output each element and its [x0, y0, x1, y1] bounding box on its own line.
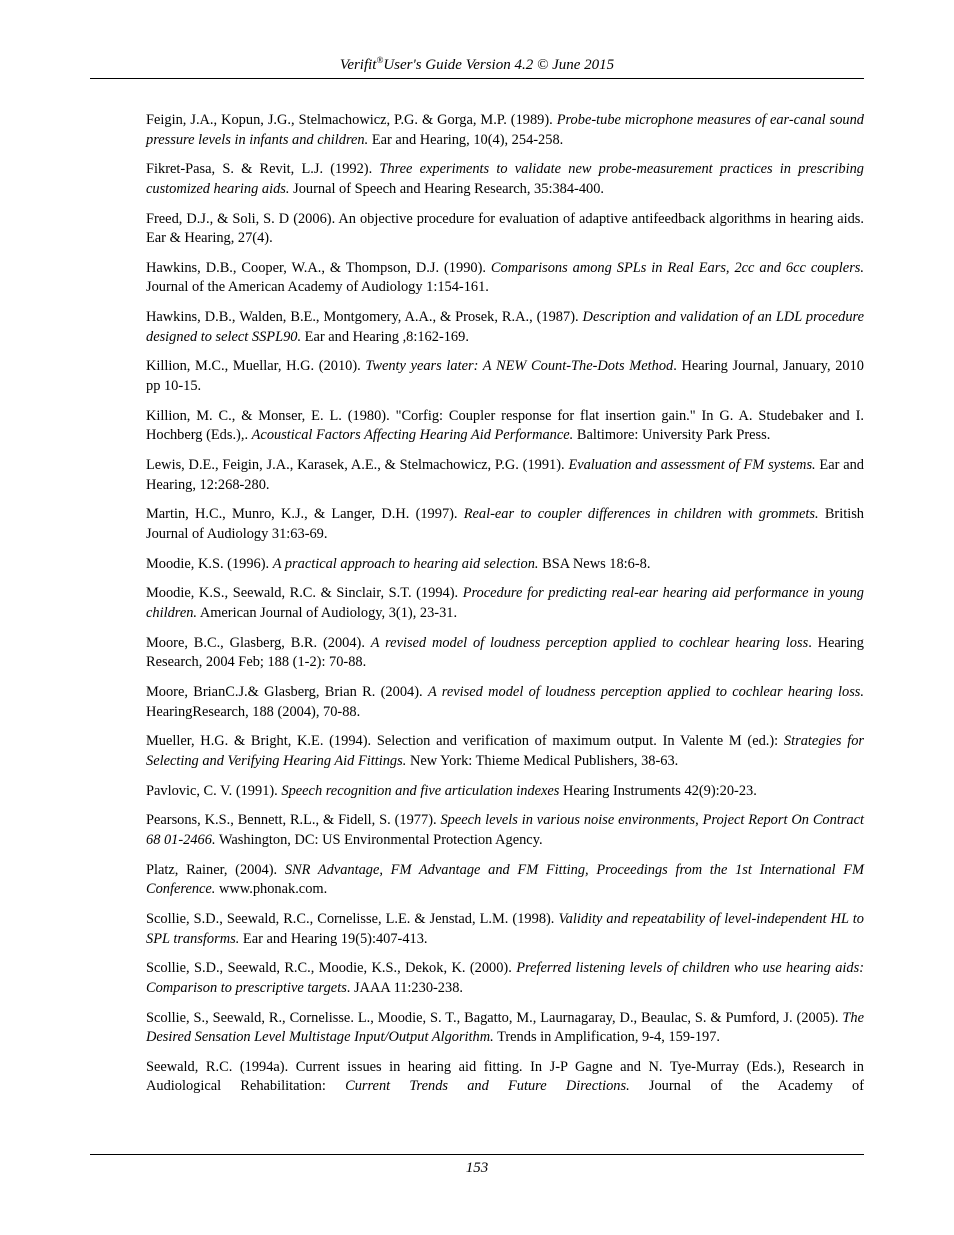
reference-entry: Pavlovic, C. V. (1991). Speech recognition and five articulation indexes Hearing Instruments 42(9):20-23.: [146, 782, 757, 799]
registered-mark: ®: [376, 55, 384, 65]
reference-entry: Seewald, R.C. (1994a). Current issues in hearing aid fitting. In J-P Gagne and N. Tye-Murray (Eds.), Research in Audiological Rehabilitation: Current Trends and Future Directions. Journal of the Academy of: [146, 1058, 864, 1095]
reference-entry: Fikret-Pasa, S. & Revit, L.J. (1992). Three experiments to validate new probe-measurement practices in prescribing customized hearing aids. Journal of Speech and Hearing Research, 35:384-400.: [146, 161, 864, 197]
reference-entry: Martin, H.C., Munro, K.J., & Langer, D.H. (1997). Real-ear to coupler differences in children with grommets. British Journal of Audiology 31:63-69.: [146, 506, 865, 542]
page-header: [90, 54, 864, 76]
reference-entry: Killion, M. C., & Monser, E. L. (1980). "Corfig: Coupler response for flat insertion gain." In G. A. Studebaker and I. Hochberg (Eds.),. Acoustical Factors Affecting Hearing Aid Performance. Baltimore: University Park Press.: [146, 407, 864, 444]
reference-entry: Hawkins, D.B., Cooper, W.A., & Thompson, D.J. (1990). Comparisons among SPLs in Real Ears, 2cc and 6cc couplers. Journal of the American Academy of Audiology 1:154-161.: [146, 259, 864, 296]
reference-entry: Moodie, K.S., Seewald, R.C. & Sinclair, S.T. (1994). Procedure for predicting real-ear hearing aid performance in young children. American Journal of Audiology, 3(1), 23-31.: [146, 585, 864, 621]
reference-entry: Pearsons, K.S., Bennett, R.L., & Fidell, S. (1977). Speech levels in various noise environments, Project Report On Contract 68 01-2466. Washington, DC: US Environmental Protection Agency.: [146, 812, 864, 848]
reference-entry: Moore, B.C., Glasberg, B.R. (2004). A revised model of loudness perception applied to cochlear hearing loss. Hearing Research, 2004 Feb; 188 (1-2): 70-88.: [146, 634, 864, 671]
footer-divider: [90, 1154, 864, 1155]
header-divider: [90, 78, 864, 79]
reference-entry: Hawkins, D.B., Walden, B.E., Montgomery, A.A., & Prosek, R.A., (1987). Description and validation of an LDL procedure designed to select SSPL90. Ear and Hearing ,8:162-169.: [146, 309, 864, 345]
reference-entry: Platz, Rainer, (2004). SNR Advantage, FM Advantage and FM Fitting, Proceedings from the 1st International FM Conference. www.phonak.com.: [146, 861, 864, 898]
reference-entry: Lewis, D.E., Feigin, J.A., Karasek, A.E., & Stelmachowicz, P.G. (1991). Evaluation and assessment of FM systems. Ear and Hearing, 12:268-280.: [146, 457, 864, 493]
reference-entry: Moodie, K.S. (1996). A practical approach to hearing aid selection. BSA News 18:6-8.: [146, 555, 651, 572]
reference-list: [146, 111, 864, 1107]
reference-entry: Feigin, J.A., Kopun, J.G., Stelmachowicz, P.G. & Gorga, M.P. (1989). Probe-tube microphone measures of ear-canal sound pressure levels in infants and children. Ear and Hearing, 10(4), 254-258.: [146, 112, 864, 148]
reference-entry: Mueller, H.G. & Bright, K.E. (1994). Selection and verification of maximum output. In Valente M (ed.): Strategies for Selecting and Verifying Hearing Aid Fittings. New York: Thieme Medical Publishers, 38-63.: [146, 733, 864, 769]
reference-entry: Scollie, S., Seewald, R., Cornelisse. L., Moodie, S. T., Bagatto, M., Laurnagaray, D., Beaulac, S. & Pumford, J. (2005). The Desired Sensation Level Multistage Input/Output Algorithm. Trends in Amplification, 9-4, 159-197.: [146, 1009, 864, 1046]
page-number: 153: [465, 1160, 489, 1176]
reference-entry: Freed, D.J., & Soli, S. D (2006). An objective procedure for evaluation of adaptive antifeedback algorithms in hearing aids. Ear & Hearing, 27(4).: [146, 210, 864, 247]
reference-entry: Moore, BrianC.J.& Glasberg, Brian R. (2004). A revised model of loudness perception applied to cochlear hearing loss. HearingResearch, 188 (2004), 70-88.: [146, 684, 864, 720]
header-brand: Verifit: [339, 57, 377, 73]
reference-entry: Killion, M.C., Muellar, H.G. (2010). Twenty years later: A NEW Count-The-Dots Method. Hearing Journal, January, 2010 pp 10-15.: [146, 358, 864, 394]
reference-entry: Scollie, S.D., Seewald, R.C., Cornelisse, L.E. & Jenstad, L.M. (1998). Validity and repeatability of level-independent HL to SPL transforms. Ear and Hearing 19(5):407-413.: [146, 911, 864, 947]
reference-entry: Scollie, S.D., Seewald, R.C., Moodie, K.S., Dekok, K. (2000). Preferred listening levels of children who use hearing aids: Comparison to prescriptive targets. JAAA 11:230-238.: [146, 960, 864, 996]
header-title: User's Guide Version 4.2 © June 2015: [383, 57, 615, 73]
